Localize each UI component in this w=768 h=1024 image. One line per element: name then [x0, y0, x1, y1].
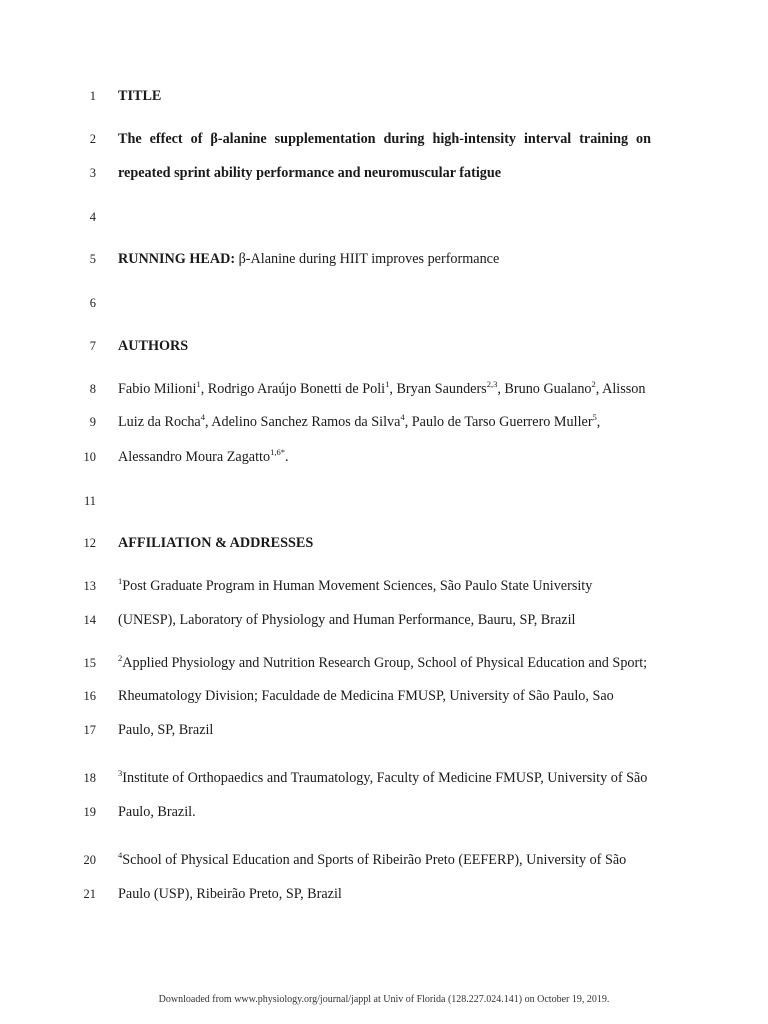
- authors-line-3: [118, 445, 651, 469]
- line-2: [0, 127, 768, 151]
- affiliation-text: Institute of Orthopaedics and Traumatology, Faculty of Medicine FMUSP, University of São: [122, 770, 648, 786]
- line-number: 11: [83, 494, 96, 508]
- author-name: , Alisson: [595, 381, 646, 397]
- affiliation-sup: 1,6*: [270, 447, 285, 457]
- line-7: [0, 334, 768, 358]
- running-head-label: RUNNING HEAD:: [118, 251, 236, 267]
- affiliation-3-line-2: Paulo, Brazil.: [118, 804, 196, 820]
- author-name: , Adelino Sanchez Ramos da Silva: [204, 414, 401, 430]
- authors-line-2: [118, 410, 651, 434]
- line-16: [0, 684, 768, 708]
- affiliation-1-line-2: (UNESP), Laboratory of Physiology and Human Performance, Bauru, SP, Brazil: [118, 612, 576, 628]
- line-19: [0, 800, 768, 824]
- affiliation-2-line-3: Paulo, SP, Brazil: [118, 722, 214, 738]
- line-number: 14: [83, 613, 96, 627]
- line-number: 7: [89, 339, 96, 353]
- line-number: 19: [83, 805, 96, 819]
- affiliation-1-line-1: [118, 574, 651, 598]
- line-number: 21: [83, 887, 96, 901]
- affiliation-sup: 1: [385, 379, 390, 389]
- affiliation-sup: 4: [200, 412, 205, 422]
- affiliation-4-line-1: [118, 848, 651, 872]
- affiliation-sup: 4: [118, 850, 123, 860]
- line-number: 4: [89, 210, 96, 224]
- line-9: [0, 410, 768, 434]
- line-number: 16: [83, 689, 96, 703]
- affiliation-4-line-2: Paulo (USP), Ribeirão Preto, SP, Brazil: [118, 886, 342, 902]
- author-name: Luiz da Rocha: [118, 414, 201, 430]
- affiliation-sup: 2: [591, 379, 596, 389]
- affiliation-2-line-2: Rheumatology Division; Faculdade de Medicina FMUSP, University of São Paulo, Sao: [118, 688, 614, 704]
- line-18: [0, 766, 768, 790]
- line-number: 15: [83, 656, 96, 670]
- affiliation-text: Applied Physiology and Nutrition Research Group, School of Physical Education and Sport;: [122, 655, 648, 671]
- line-5: [0, 247, 768, 271]
- punctuation: .: [284, 449, 289, 465]
- affiliation-sup: 4: [400, 412, 405, 422]
- line-number: 20: [83, 853, 96, 867]
- punctuation: ,: [596, 414, 601, 430]
- line-13: [0, 574, 768, 598]
- author-name: Alessandro Moura Zagatto: [118, 449, 271, 465]
- author-name: Fabio Milioni: [118, 381, 197, 397]
- authors-heading: AUTHORS: [118, 338, 189, 354]
- line-number: 18: [83, 771, 96, 785]
- line-number: 6: [89, 296, 96, 310]
- line-number: 5: [89, 252, 96, 266]
- line-6: [0, 291, 768, 315]
- line-15: [0, 651, 768, 675]
- running-head: [118, 247, 651, 271]
- author-name: , Paulo de Tarso Guerrero Muller: [404, 414, 593, 430]
- affiliation-sup: 2,3: [486, 379, 498, 389]
- line-10: [0, 445, 768, 469]
- affiliation-sup: 5: [592, 412, 597, 422]
- affiliation-sup: 2: [118, 653, 123, 663]
- line-11: [0, 489, 768, 513]
- line-3: [0, 161, 768, 185]
- line-21: [0, 882, 768, 906]
- authors-line-1: [118, 377, 651, 401]
- article-title-line-1: The effect of β-alanine supplementation during high-intensity interval training on: [118, 131, 651, 147]
- line-number: 9: [89, 415, 96, 429]
- line-number: 13: [83, 579, 96, 593]
- affiliation-text: School of Physical Education and Sports of Ribeirão Preto (EEFERP), University of São: [122, 852, 627, 868]
- affiliation-sup: 3: [118, 768, 123, 778]
- line-number: 12: [83, 536, 96, 550]
- line-1: [0, 84, 768, 108]
- line-number: 3: [89, 166, 96, 180]
- article-title-line-2: repeated sprint ability performance and neuromuscular fatigue: [118, 165, 502, 181]
- download-footer: Downloaded from www.physiology.org/journal/jappl at Univ of Florida (128.227.024.141) on October 19, 2019.: [158, 994, 610, 1005]
- author-name: , Bruno Gualano: [497, 381, 592, 397]
- author-name: , Bryan Saunders: [389, 381, 487, 397]
- affiliation-2-line-1: [118, 651, 651, 675]
- line-number: 17: [83, 723, 96, 737]
- author-name: , Rodrigo Araújo Bonetti de Poli: [200, 381, 386, 397]
- line-4: [0, 205, 768, 229]
- title-heading: TITLE: [118, 88, 162, 104]
- line-number: 1: [89, 89, 96, 103]
- line-20: [0, 848, 768, 872]
- line-number: 8: [89, 382, 96, 396]
- affiliation-text: Post Graduate Program in Human Movement Sciences, São Paulo State University: [122, 578, 593, 594]
- line-12: [0, 531, 768, 555]
- affiliation-sup: 1: [196, 379, 201, 389]
- affiliation-3-line-1: [118, 766, 651, 790]
- running-head-text: β-Alanine during HIIT improves performance: [235, 251, 500, 267]
- line-14: [0, 608, 768, 632]
- line-number: 2: [89, 132, 96, 146]
- affiliation-heading: AFFILIATION & ADDRESSES: [118, 535, 314, 551]
- line-number: 10: [83, 450, 96, 464]
- affiliation-sup: 1: [118, 576, 123, 586]
- line-17: [0, 718, 768, 742]
- line-8: [0, 377, 768, 401]
